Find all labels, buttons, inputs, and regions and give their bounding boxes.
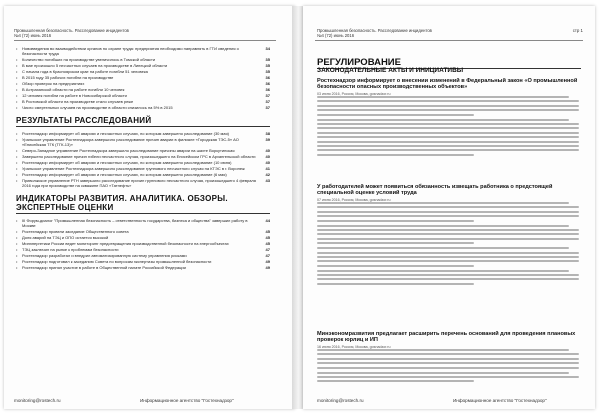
toc-item[interactable]: • Ростехнадзор подготовил к заседанию Совета по вопросам экспертизы промышленной безопасности 49 [16,259,270,264]
left-footer-email[interactable]: monitoring@rostech.ru [14,398,61,403]
left-header-rule [14,40,276,41]
toc-item[interactable]: • Нововведения во взаимодействии органов по охране труда: предприятия необходимо направлять в ГТИ сведения о безопасности труда 34 [16,46,270,56]
article-body-3 [317,345,579,385]
toc-item[interactable]: • Минэнергетики России ведет мониторинг предотвращения производственной безопасности на энергообъектах 45 [16,241,270,246]
toc-item[interactable]: • Северо-Западное управление Ростехнадзора завершило расследование причины аварии на шахте Воркутинская 40 [16,148,270,153]
toc-item[interactable]: • 12 человек погибли на работе в Новосибирской области 37 [16,93,270,98]
left-page-header [14,28,264,38]
article-title-3[interactable]: Минэкономразвития предлагает расширить перечень оснований для проведения плановых проверок юрлиц и ИП [317,331,576,344]
article-meta-3: 16 июня 2016, Россия, Москва, gosnadzor.ru [317,345,391,349]
right-footer-email[interactable]: monitoring@rostech.ru [317,398,364,403]
toc-item[interactable]: • С начала года в Красноярском крае на работе погибли 51 человека 35 [16,69,270,74]
toc-item[interactable]: • Ростехнадзор информирует об авариях и несчастных случаях, по которым завершено расследование (6 мая) 42 [16,172,270,177]
toc-item[interactable]: • Обзор проверок на предприятиях 36 [16,81,270,86]
section-title-indicators: ИНДИКАТОРЫ РАЗВИТИЯ. АНАЛИТИКА. ОБЗОРЫ. ЭКСПЕРТНЫЕ ОЦЕНКИ [16,194,270,214]
article-title-2[interactable]: У работодателей может появиться обязанность извещать работника о предстоящей специальной оценке условий труда [317,184,553,197]
toc-item[interactable]: • Ростехнадзор информирует об авариях и несчастных случаях, по которым завершено расследование (10 июня) 40 [16,160,270,165]
right-header-line2: №4 (72) июнь 2016 [317,33,355,39]
right-footer-agency: Информационное агентство "Гостехнадзор" [453,398,547,403]
left-page [4,6,295,409]
toc-item[interactable]: • Ростехнадзор принял участие в работе в Общественной палате Российской Федерации 49 [16,265,270,270]
toc-item[interactable]: • Приволжское управление РТН завершило расследование причин группового несчастного случая, произошедшего 4 февраля 2016 года при производстве на скважине ПАО «Татнефть» 43 [16,178,270,188]
toc-item[interactable]: • Доля аварий на ТЭЦ и ОПО остается высокой 45 [16,235,270,240]
article-meta-1: 03 июня 2016, Россия, Москва, gosnadzor.ru [317,92,391,96]
toc-item[interactable]: • В мае произошло 5 несчастных случаев на производстве в Липецкой области 35 [16,63,270,68]
toc-item[interactable]: • ТЭЦ заключил на рынке к проблемам безопасности 47 [16,247,270,252]
toc-item[interactable]: • Ростехнадзор информирует об авариях и несчастных случаях, по которым завершено расследование (30 мая) 38 [16,131,270,136]
right-page-header [317,28,547,38]
toc-item[interactable]: • Ростехнадзор разработал и внедрил автоматизированную систему управления рисками 47 [16,253,270,258]
toc-item[interactable]: • Завершено расследование причин гибели несчастного случая, произошедшего на Енисейском ГРС в Архангельской области 40 [16,154,270,159]
toc-item[interactable]: • Ростехнадзор провели заседание Общественного совета 45 [16,229,270,234]
toc-item[interactable]: • В 2015 году 35 рабочих погибли на производстве 36 [16,75,270,80]
toc-item[interactable]: • III Форум-диалог "Промышленная безопасность – ответственность государства, бизнеса и общества" завершил работу в Москве 44 [16,218,270,228]
toc-item[interactable]: • Уральское управление Ростехнадзора завершило расследование группового несчастного случая на КТЭС в г. Воронеж 41 [16,166,270,171]
right-page [303,6,595,409]
article-title-1[interactable]: Ростехнадзор информирует о внесении изменений в Федеральный закон «О промышленной безопасности опасных производственных объектов» [317,78,578,91]
toc-list [16,46,270,271]
toc-item[interactable]: • В Астраханской области на работе погибли 10 человек 36 [16,87,270,92]
right-header-rule [315,40,583,41]
article-meta-2: 07 июня 2016, Россия, Москва, gosnadzor.ru [317,198,391,202]
toc-item[interactable]: • Число смертельных случаев на производстве в области снизилось на 5% в 2015 37 [16,105,270,110]
left-header-line1: Промышленная безопасность. Расследование инцидентов [14,28,129,33]
article-body-1 [317,92,579,158]
left-header-line2: №4 (72) июнь 2016 [14,33,52,39]
article-body-2 [317,198,579,287]
left-footer-agency: Информационное агентство "Гостехнадзор" [140,398,234,403]
toc-item[interactable]: • Уральское управление Ростехнадзора завершило расследование причин аварии в филиале «Городская ТЭС-5» АО «Енисейская ТГК (ТГК-13)» 39 [16,137,270,147]
toc-item[interactable]: • Количество погибших на производстве увеличилось в Томской области 35 [16,57,270,62]
section-title-regulation: РЕГУЛИРОВАНИЕ [317,58,581,69]
section-title-results: РЕЗУЛЬТАТЫ РАССЛЕДОВАНИЙ [16,116,270,127]
right-header-line1: Промышленная безопасность. Расследование инцидентов [317,28,432,33]
page-number: стр 1 [572,28,583,33]
toc-item[interactable]: • В Ростовской области на производстве стало случаев реже 37 [16,99,270,104]
section-subtitle: ЗАКОНОДАТЕЛЬНЫЕ АКТЫ И ИНИЦИАТИВЫ [317,67,464,74]
